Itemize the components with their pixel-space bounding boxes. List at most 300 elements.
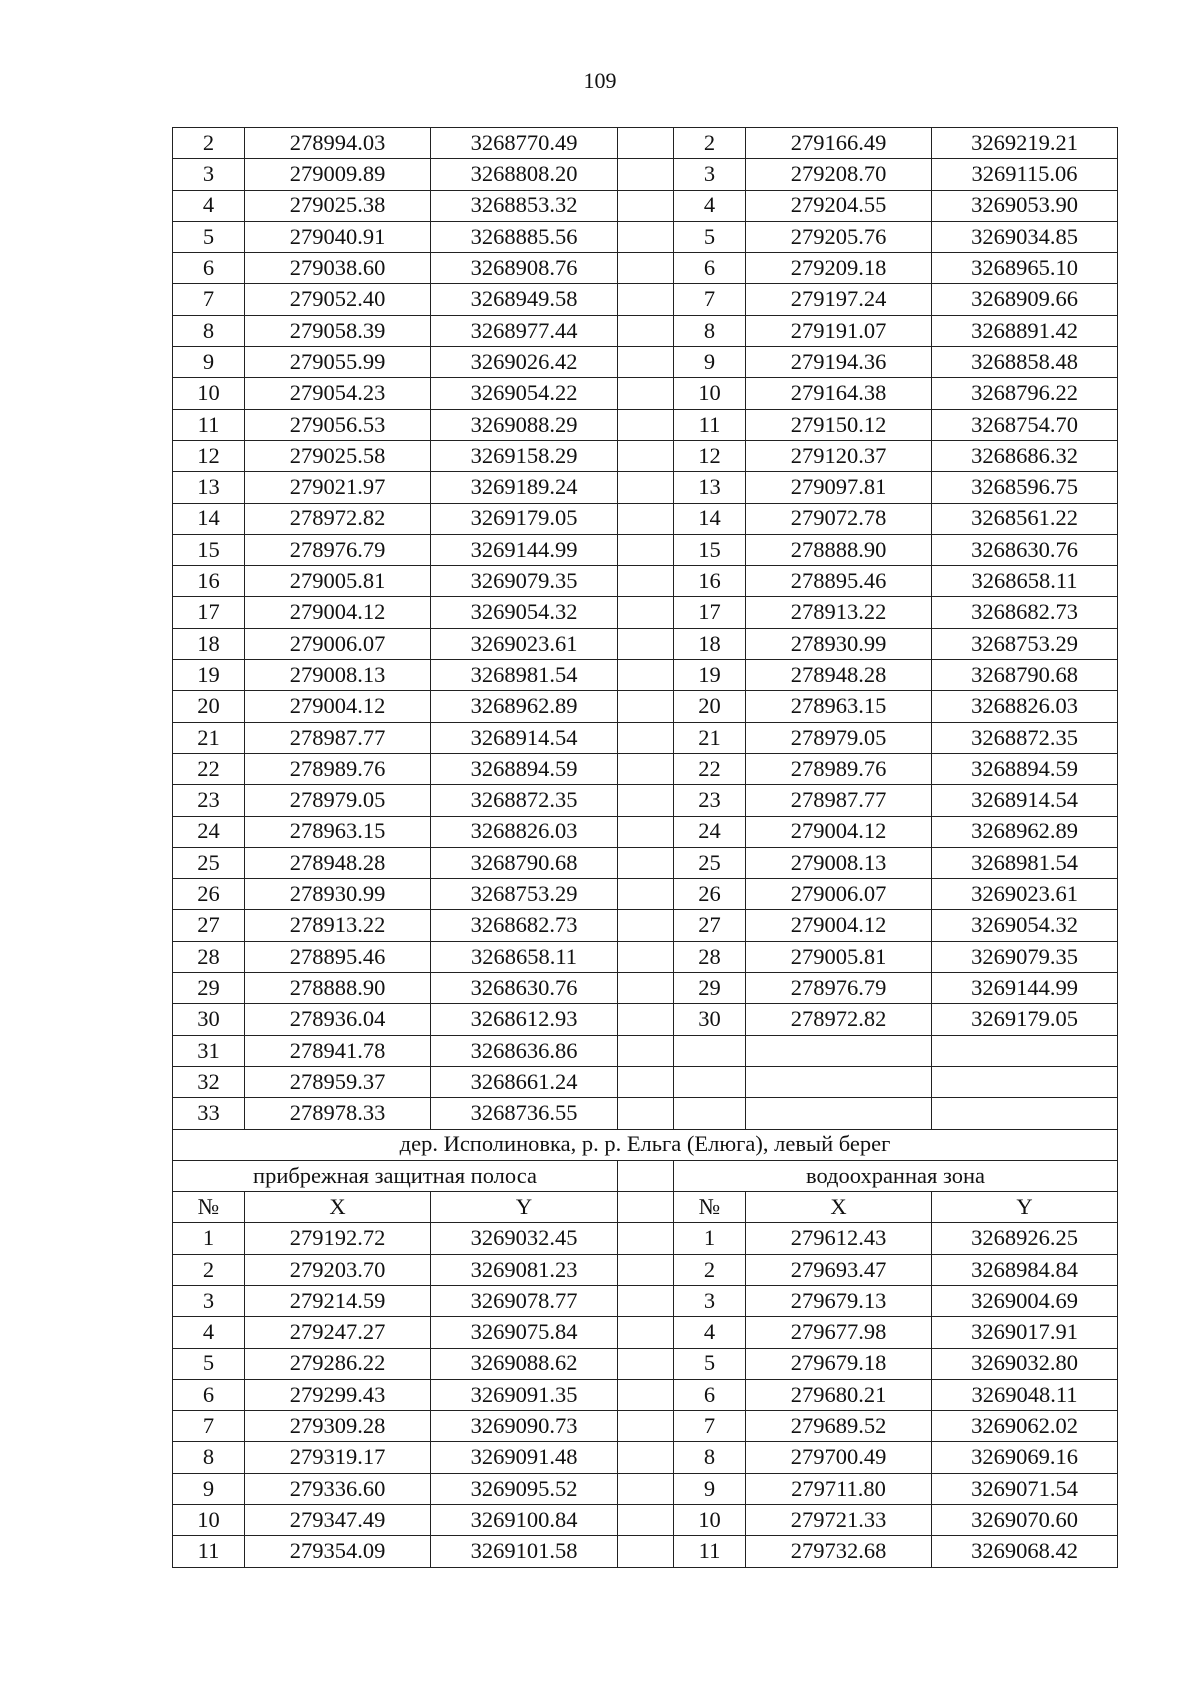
left-number-cell: 7 [173,284,245,315]
right-number-cell: 2 [674,1254,746,1285]
left-y-cell: 3269091.48 [431,1442,618,1473]
left-y-cell: 3268790.68 [431,847,618,878]
spacer-cell [618,941,674,972]
left-x-cell: 279347.49 [245,1505,431,1536]
spacer-cell [618,1536,674,1567]
left-x-cell: 278913.22 [245,910,431,941]
left-y-cell: 3268885.56 [431,221,618,252]
right-number-cell: 25 [674,847,746,878]
right-x-cell: 279679.13 [746,1285,932,1316]
spacer-cell [618,1379,674,1410]
table-row [173,1348,1118,1379]
right-number-cell: 6 [674,253,746,284]
left-y-cell: 3269090.73 [431,1411,618,1442]
right-number-cell: 9 [674,347,746,378]
right-y-cell: 3269079.35 [932,941,1118,972]
left-y-header: Y [431,1192,618,1223]
right-x-cell: 278948.28 [746,660,932,691]
right-x-cell: 279005.81 [746,941,932,972]
left-y-cell: 3269158.29 [431,440,618,471]
right-x-cell [746,1066,932,1097]
table-row [173,1035,1118,1066]
left-x-cell: 278936.04 [245,1004,431,1035]
left-y-cell: 3269032.45 [431,1223,618,1254]
right-number-cell: 5 [674,1348,746,1379]
table-row [173,1473,1118,1504]
left-x-cell: 278987.77 [245,722,431,753]
right-y-cell: 3269219.21 [932,128,1118,159]
table-row [173,660,1118,691]
right-x-cell: 279166.49 [746,128,932,159]
spacer-cell [618,315,674,346]
left-x-cell: 279040.91 [245,221,431,252]
spacer-cell [618,1442,674,1473]
right-x-cell: 278888.90 [746,534,932,565]
right-y-cell [932,1066,1118,1097]
left-y-cell: 3269075.84 [431,1317,618,1348]
left-number-header: № [173,1192,245,1223]
right-x-cell: 279097.81 [746,472,932,503]
table-row [173,691,1118,722]
left-x-cell: 279006.07 [245,628,431,659]
left-y-cell: 3268661.24 [431,1066,618,1097]
table-row [173,159,1118,190]
left-number-cell: 3 [173,1285,245,1316]
left-x-cell: 279309.28 [245,1411,431,1442]
column-header-row [173,1192,1118,1223]
spacer-cell [618,628,674,659]
right-x-cell: 278930.99 [746,628,932,659]
right-x-cell: 279205.76 [746,221,932,252]
left-y-cell: 3269100.84 [431,1505,618,1536]
left-y-cell: 3268612.93 [431,1004,618,1035]
table-row [173,785,1118,816]
right-y-cell [932,1035,1118,1066]
right-y-cell: 3269144.99 [932,973,1118,1004]
left-x-cell: 278972.82 [245,503,431,534]
left-y-cell: 3268894.59 [431,753,618,784]
table-row [173,973,1118,1004]
left-y-cell: 3269101.58 [431,1536,618,1567]
table-row [173,190,1118,221]
right-number-cell: 15 [674,534,746,565]
right-number-cell: 4 [674,1317,746,1348]
left-y-cell: 3269023.61 [431,628,618,659]
right-y-cell: 3269017.91 [932,1317,1118,1348]
left-x-cell: 279004.12 [245,597,431,628]
table-row [173,1442,1118,1473]
left-x-cell: 279319.17 [245,1442,431,1473]
right-x-cell: 279072.78 [746,503,932,534]
right-number-cell: 13 [674,472,746,503]
spacer-cell [618,1066,674,1097]
right-number-cell: 2 [674,128,746,159]
left-x-cell: 279004.12 [245,691,431,722]
right-x-cell [746,1035,932,1066]
right-y-cell: 3268962.89 [932,816,1118,847]
right-y-cell: 3269070.60 [932,1505,1118,1536]
table-row [173,1411,1118,1442]
right-y-cell: 3268796.22 [932,378,1118,409]
right-y-cell: 3268984.84 [932,1254,1118,1285]
left-x-cell: 279055.99 [245,347,431,378]
table-row [173,628,1118,659]
left-x-cell: 279299.43 [245,1379,431,1410]
left-x-cell: 279336.60 [245,1473,431,1504]
right-x-cell: 279209.18 [746,253,932,284]
right-x-cell: 278895.46 [746,566,932,597]
spacer-cell [618,660,674,691]
spacer-cell [618,253,674,284]
left-number-cell: 22 [173,753,245,784]
first-coordinates-block [173,128,1118,1130]
left-number-cell: 2 [173,1254,245,1285]
section-title: дер. Исполиновка, р. р. Ельга (Елюга), левый берег [173,1129,1118,1160]
left-number-cell: 3 [173,159,245,190]
right-number-cell: 11 [674,1536,746,1567]
left-x-cell: 279009.89 [245,159,431,190]
right-x-cell: 279711.80 [746,1473,932,1504]
left-y-cell: 3268872.35 [431,785,618,816]
right-x-cell: 279612.43 [746,1223,932,1254]
spacer-cell [618,785,674,816]
spacer-cell [618,1473,674,1504]
left-number-cell: 28 [173,941,245,972]
right-x-cell: 279006.07 [746,879,932,910]
left-y-cell: 3268636.86 [431,1035,618,1066]
left-number-cell: 23 [173,785,245,816]
right-number-cell: 7 [674,1411,746,1442]
left-number-cell: 25 [173,847,245,878]
right-y-cell: 3268981.54 [932,847,1118,878]
section-title-row [173,1129,1118,1160]
left-x-cell: 279054.23 [245,378,431,409]
left-x-cell: 279214.59 [245,1285,431,1316]
left-number-cell: 31 [173,1035,245,1066]
left-y-cell: 3268949.58 [431,284,618,315]
table-row [173,1254,1118,1285]
left-x-cell: 279247.27 [245,1317,431,1348]
right-number-cell: 20 [674,691,746,722]
right-y-cell: 3268686.32 [932,440,1118,471]
left-x-cell: 278895.46 [245,941,431,972]
left-number-cell: 8 [173,1442,245,1473]
left-x-cell: 278979.05 [245,785,431,816]
left-y-cell: 3269091.35 [431,1379,618,1410]
left-y-cell: 3269095.52 [431,1473,618,1504]
left-number-cell: 18 [173,628,245,659]
spacer-cell [618,128,674,159]
right-y-cell: 3268682.73 [932,597,1118,628]
spacer-cell [618,1160,674,1191]
left-y-cell: 3269088.62 [431,1348,618,1379]
left-x-cell: 279354.09 [245,1536,431,1567]
second-coordinates-block [173,1223,1118,1567]
left-y-cell: 3269144.99 [431,534,618,565]
right-number-cell: 19 [674,660,746,691]
right-number-cell: 3 [674,159,746,190]
table-row [173,722,1118,753]
spacer-cell [618,753,674,784]
left-number-cell: 13 [173,472,245,503]
spacer-cell [618,1285,674,1316]
left-x-cell: 278888.90 [245,973,431,1004]
table-row [173,1285,1118,1316]
left-y-cell: 3268682.73 [431,910,618,941]
left-y-cell: 3268753.29 [431,879,618,910]
right-number-header: № [674,1192,746,1223]
left-y-cell: 3269054.22 [431,378,618,409]
right-y-header: Y [932,1192,1118,1223]
spacer-cell [618,597,674,628]
table-row [173,753,1118,784]
left-x-cell: 279025.58 [245,440,431,471]
right-number-cell: 28 [674,941,746,972]
table-row [173,1536,1118,1567]
table-row [173,1004,1118,1035]
right-y-cell: 3268596.75 [932,472,1118,503]
right-number-cell: 8 [674,1442,746,1473]
right-y-cell: 3269179.05 [932,1004,1118,1035]
left-number-cell: 21 [173,722,245,753]
spacer-cell [618,691,674,722]
right-x-cell: 279150.12 [746,409,932,440]
left-number-cell: 27 [173,910,245,941]
right-x-cell: 278989.76 [746,753,932,784]
right-y-cell: 3269062.02 [932,1411,1118,1442]
left-y-cell: 3268853.32 [431,190,618,221]
left-x-cell: 279058.39 [245,315,431,346]
right-number-cell: 21 [674,722,746,753]
left-y-cell: 3268908.76 [431,253,618,284]
right-x-cell: 279004.12 [746,816,932,847]
right-x-cell: 279008.13 [746,847,932,878]
page-number: 109 [583,68,617,93]
coastal-protective-strip-label: прибрежная защитная полоса [173,1160,618,1191]
coordinates-table [172,127,1118,1568]
left-y-cell: 3268658.11 [431,941,618,972]
table-row [173,1317,1118,1348]
right-y-cell: 3269115.06 [932,159,1118,190]
left-y-cell: 3269026.42 [431,347,618,378]
right-y-cell: 3268894.59 [932,753,1118,784]
left-number-cell: 8 [173,315,245,346]
right-y-cell: 3269053.90 [932,190,1118,221]
right-number-cell: 9 [674,1473,746,1504]
right-x-cell: 279679.18 [746,1348,932,1379]
table-row [173,128,1118,159]
left-number-cell: 24 [173,816,245,847]
right-x-cell: 279164.38 [746,378,932,409]
right-x-cell: 279680.21 [746,1379,932,1410]
left-number-cell: 20 [173,691,245,722]
right-y-cell: 3269071.54 [932,1473,1118,1504]
right-x-cell: 279732.68 [746,1536,932,1567]
left-x-cell: 278989.76 [245,753,431,784]
right-y-cell: 3268754.70 [932,409,1118,440]
table-row [173,409,1118,440]
right-y-cell: 3268926.25 [932,1223,1118,1254]
left-number-cell: 9 [173,347,245,378]
right-number-cell: 11 [674,409,746,440]
right-number-cell [674,1035,746,1066]
right-x-header: X [746,1192,932,1223]
right-x-cell: 278987.77 [746,785,932,816]
table-row [173,472,1118,503]
right-x-cell: 279693.47 [746,1254,932,1285]
spacer-cell [618,973,674,1004]
left-number-cell: 10 [173,378,245,409]
spacer-cell [618,847,674,878]
right-x-cell: 278913.22 [746,597,932,628]
left-number-cell: 32 [173,1066,245,1097]
left-number-cell: 5 [173,221,245,252]
left-x-cell: 278963.15 [245,816,431,847]
left-number-cell: 19 [173,660,245,691]
left-y-cell: 3269088.29 [431,409,618,440]
table-row [173,440,1118,471]
table-row [173,378,1118,409]
left-y-cell: 3268914.54 [431,722,618,753]
right-y-cell: 3269054.32 [932,910,1118,941]
right-number-cell: 10 [674,378,746,409]
spacer-cell [618,879,674,910]
left-y-cell: 3268630.76 [431,973,618,1004]
spacer-cell [618,722,674,753]
left-x-cell: 279021.97 [245,472,431,503]
right-y-cell: 3268909.66 [932,284,1118,315]
left-x-cell: 279056.53 [245,409,431,440]
table-row [173,1098,1118,1129]
left-y-cell: 3268977.44 [431,315,618,346]
zone-label-row [173,1160,1118,1191]
right-y-cell: 3268826.03 [932,691,1118,722]
left-y-cell: 3269054.32 [431,597,618,628]
spacer-cell [618,566,674,597]
right-number-cell: 16 [674,566,746,597]
right-y-cell: 3268790.68 [932,660,1118,691]
spacer-cell [618,378,674,409]
left-number-cell: 4 [173,190,245,221]
table-row [173,597,1118,628]
left-x-cell: 278948.28 [245,847,431,878]
spacer-cell [618,1317,674,1348]
right-y-cell: 3269004.69 [932,1285,1118,1316]
left-number-cell: 11 [173,1536,245,1567]
left-x-cell: 278930.99 [245,879,431,910]
right-y-cell: 3269048.11 [932,1379,1118,1410]
table-row [173,284,1118,315]
right-x-cell: 279689.52 [746,1411,932,1442]
right-number-cell: 14 [674,503,746,534]
left-y-cell: 3269179.05 [431,503,618,534]
table-row [173,1066,1118,1097]
spacer-cell [618,1098,674,1129]
left-y-cell: 3269189.24 [431,472,618,503]
right-number-cell: 26 [674,879,746,910]
table-row [173,347,1118,378]
right-y-cell: 3268858.48 [932,347,1118,378]
right-y-cell: 3269032.80 [932,1348,1118,1379]
spacer-cell [618,534,674,565]
spacer-cell [618,1348,674,1379]
table-row [173,879,1118,910]
table-row [173,566,1118,597]
right-x-cell: 279721.33 [746,1505,932,1536]
right-number-cell: 4 [674,190,746,221]
spacer-cell [618,1192,674,1223]
right-number-cell: 22 [674,753,746,784]
left-y-cell: 3268770.49 [431,128,618,159]
right-y-cell: 3268753.29 [932,628,1118,659]
right-x-cell: 278976.79 [746,973,932,1004]
right-y-cell: 3269068.42 [932,1536,1118,1567]
right-x-cell: 278979.05 [746,722,932,753]
right-x-cell: 279194.36 [746,347,932,378]
spacer-cell [618,159,674,190]
left-number-cell: 16 [173,566,245,597]
spacer-cell [618,910,674,941]
right-x-cell: 278972.82 [746,1004,932,1035]
table-row [173,503,1118,534]
left-number-cell: 12 [173,440,245,471]
right-number-cell: 24 [674,816,746,847]
table-row [173,253,1118,284]
right-number-cell: 17 [674,597,746,628]
left-y-cell: 3268826.03 [431,816,618,847]
right-number-cell: 29 [674,973,746,1004]
spacer-cell [618,816,674,847]
right-number-cell: 18 [674,628,746,659]
right-y-cell: 3268561.22 [932,503,1118,534]
right-number-cell: 8 [674,315,746,346]
right-number-cell [674,1066,746,1097]
table-row [173,816,1118,847]
right-x-cell: 279700.49 [746,1442,932,1473]
right-x-cell [746,1098,932,1129]
second-coordinates-block-header [173,1129,1118,1223]
left-number-cell: 33 [173,1098,245,1129]
spacer-cell [618,472,674,503]
right-x-cell: 279004.12 [746,910,932,941]
left-x-header: X [245,1192,431,1223]
right-number-cell: 10 [674,1505,746,1536]
left-number-cell: 2 [173,128,245,159]
left-number-cell: 6 [173,253,245,284]
left-number-cell: 6 [173,1379,245,1410]
spacer-cell [618,409,674,440]
right-y-cell: 3269023.61 [932,879,1118,910]
right-number-cell: 12 [674,440,746,471]
table-row [173,941,1118,972]
right-y-cell: 3269069.16 [932,1442,1118,1473]
right-number-cell: 1 [674,1223,746,1254]
right-y-cell: 3268872.35 [932,722,1118,753]
right-number-cell: 3 [674,1285,746,1316]
spacer-cell [618,284,674,315]
spacer-cell [618,503,674,534]
right-y-cell: 3268630.76 [932,534,1118,565]
water-protection-zone-label: водоохранная зона [674,1160,1118,1191]
spacer-cell [618,1505,674,1536]
right-x-cell: 279677.98 [746,1317,932,1348]
right-number-cell: 23 [674,785,746,816]
table-row [173,910,1118,941]
left-number-cell: 5 [173,1348,245,1379]
right-x-cell: 278963.15 [746,691,932,722]
table-row [173,315,1118,346]
left-number-cell: 29 [173,973,245,1004]
